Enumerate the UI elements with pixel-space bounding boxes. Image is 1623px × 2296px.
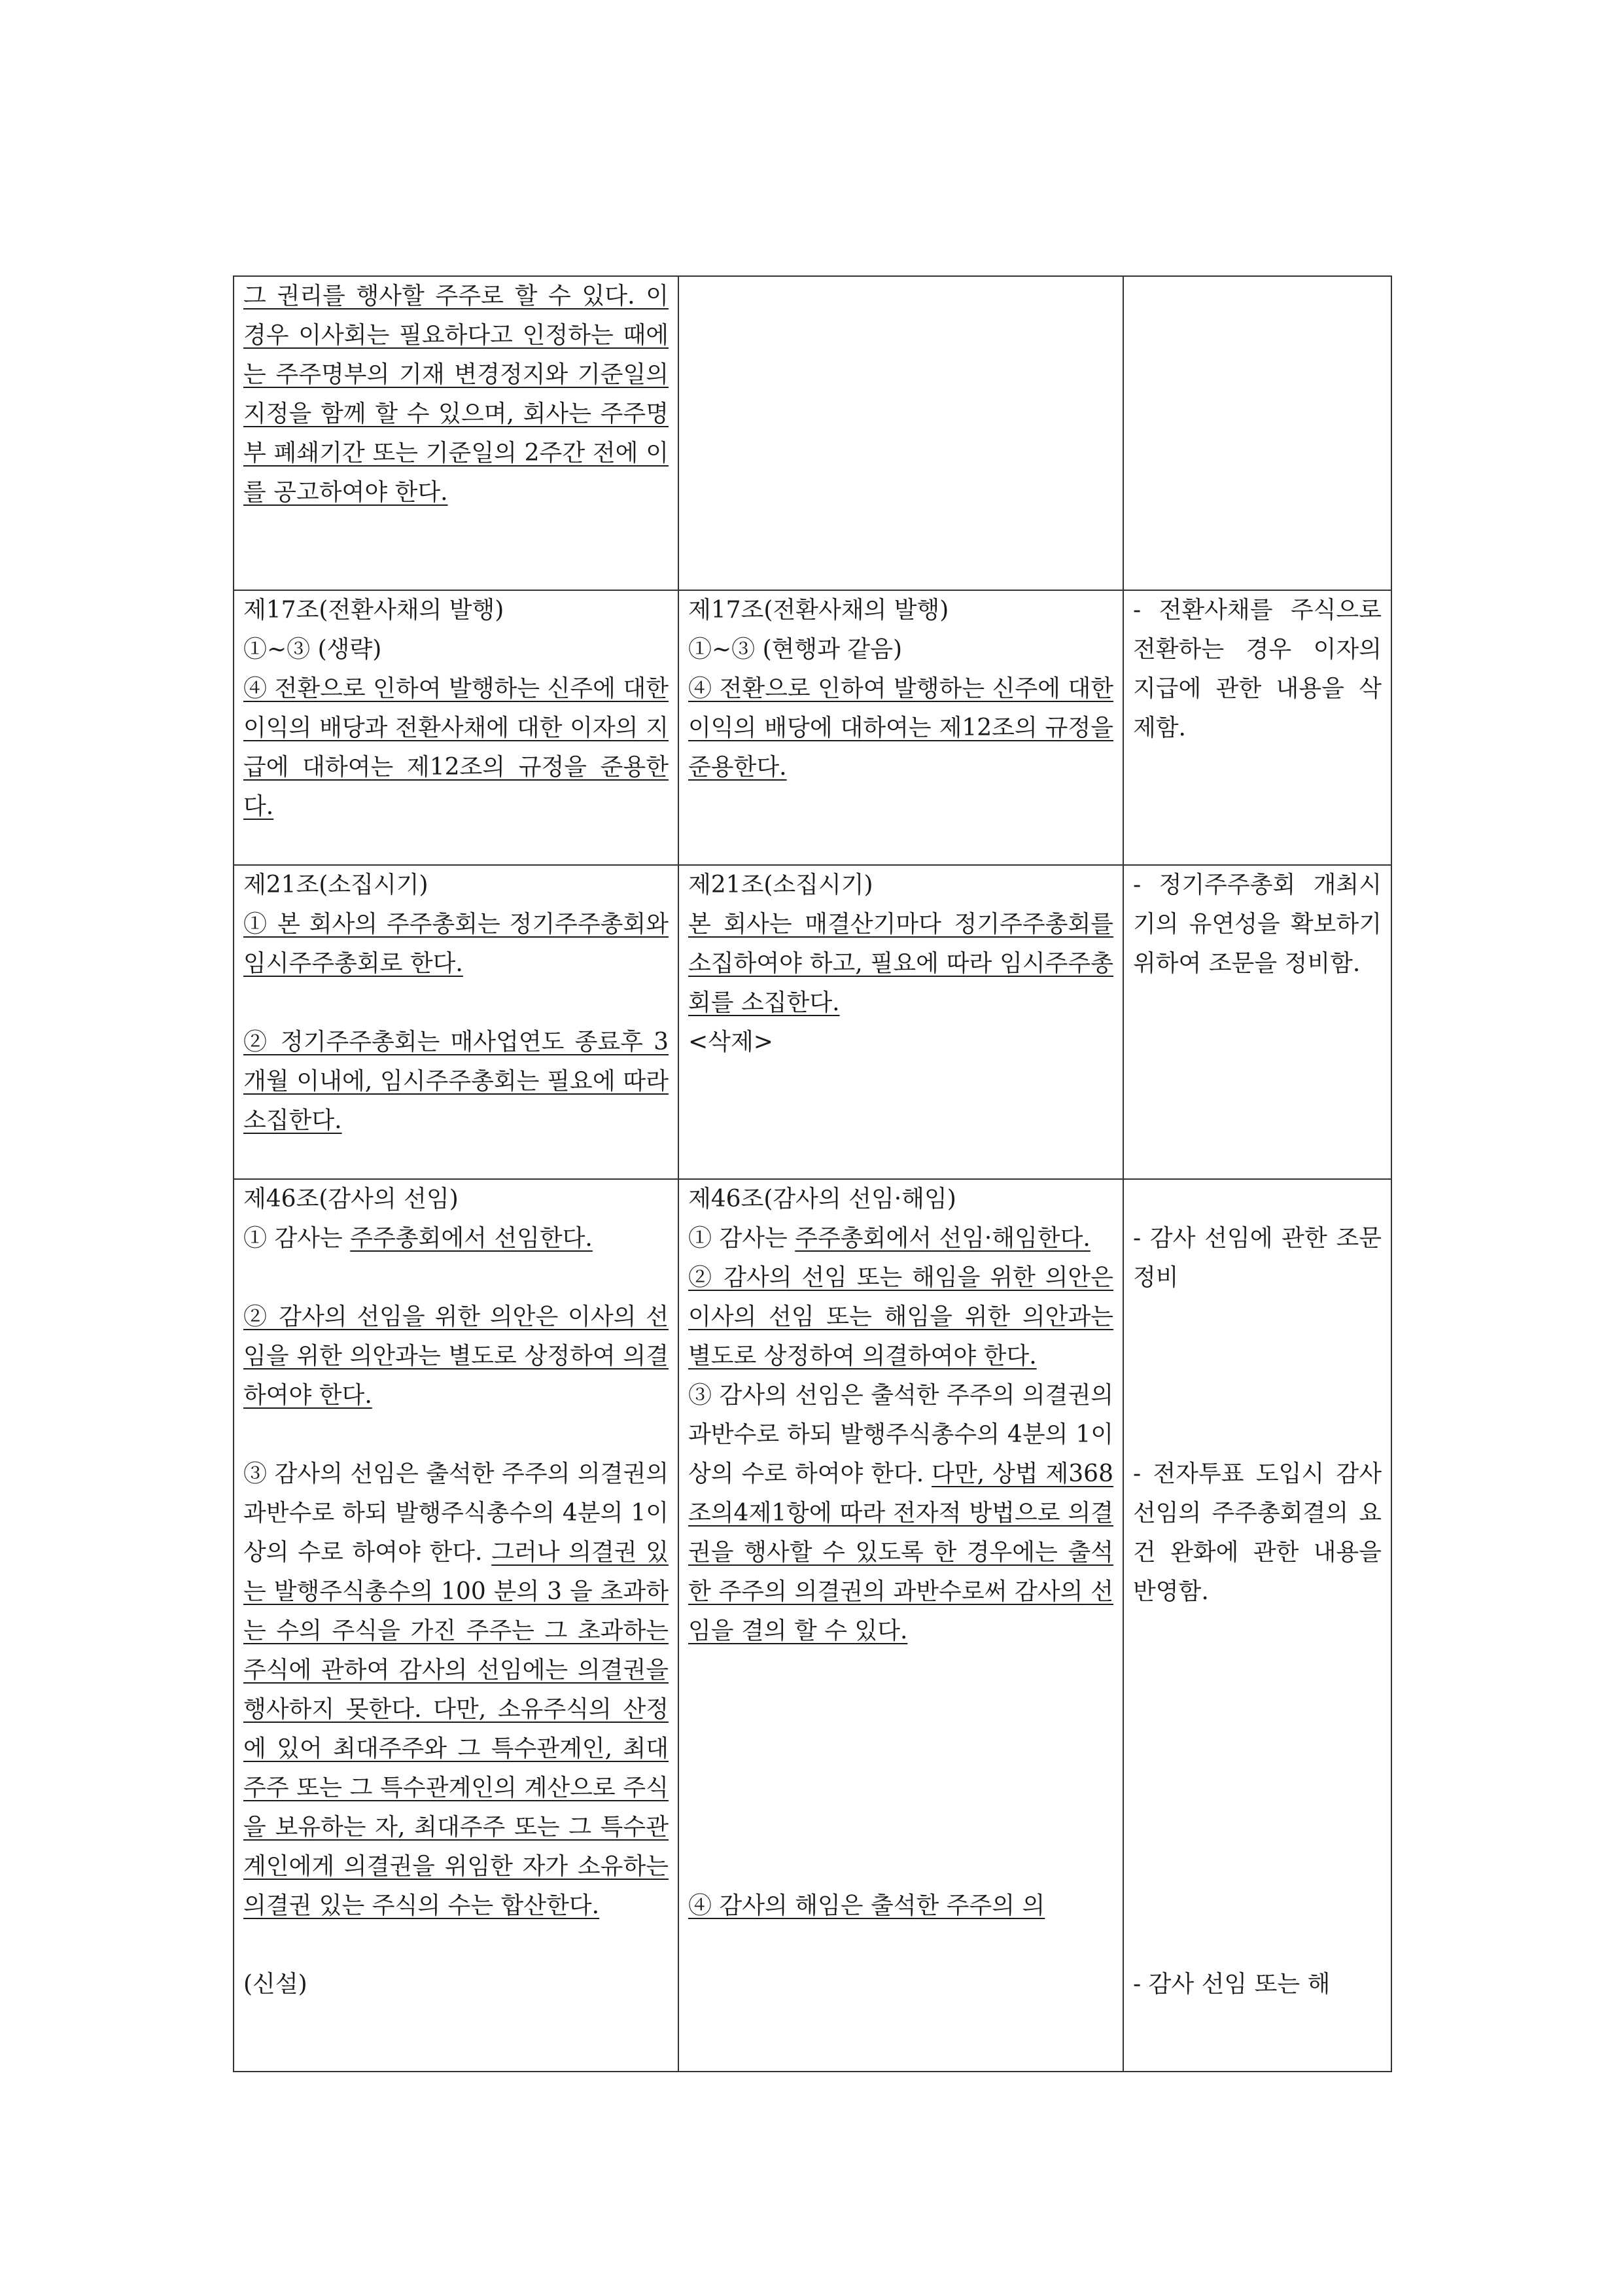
text-run: (신설) bbox=[243, 1971, 307, 1998]
blank-line bbox=[1133, 1729, 1382, 1769]
blank-line bbox=[1133, 1180, 1382, 1219]
blank-line bbox=[1133, 1612, 1382, 1651]
current-text-cell bbox=[234, 590, 678, 865]
text-run: 제17조(전환사채의 발행) bbox=[243, 597, 504, 624]
proposed-text-cell bbox=[678, 276, 1123, 590]
blank-line bbox=[1133, 1808, 1382, 1847]
proposed-text-cell bbox=[678, 590, 1123, 865]
blank-line bbox=[688, 1769, 1113, 1808]
blank-line bbox=[1133, 1298, 1382, 1337]
paragraph bbox=[243, 1298, 669, 1415]
paragraph bbox=[243, 1219, 669, 1258]
underlined-text: 그 권리를 행사할 주주로 할 수 있다. 이 경우 이사회는 필요하다고 인정하는 때에는 주주명부의 기재 변경정지와 기준일의 지정을 함께 할 수 있으며, 회사는 주주명부 폐쇄기간 또는 기준일의 2주간 전에 이를 공고하여야 한다. bbox=[243, 283, 669, 506]
articles-comparison-table bbox=[233, 275, 1392, 2072]
text-run: ③ 감사의 선임은 출석한 주주의 의결권의 과반수로 하되 발행주식총수의 4분의 1이상의 수로 하여야 한다. bbox=[243, 1460, 669, 1566]
text-run: ① 감사는 bbox=[243, 1225, 351, 1252]
reason-cell bbox=[1123, 276, 1391, 590]
underlined-text: 다만, 상법 제368조의4제1항에 따라 전자적 방법으로 의결권을 행사할 수 있도록 한 경우에는 출석한 주주의 의결권의 과반수로써 감사의 선임을 결의 할 수 있다. bbox=[688, 1460, 1113, 1644]
blank-line bbox=[243, 1258, 669, 1298]
underlined-text: ② 정기주주총회는 매사업연도 종료후 3개월 이내에, 임시주주총회는 필요에 따라 소집한다. bbox=[243, 1029, 669, 1134]
paragraph bbox=[688, 1258, 1113, 1376]
text-run: - 전자투표 도입시 감사선임의 주주총회결의 요건 완화에 관한 내용을 반영함. bbox=[1133, 1460, 1382, 1605]
text-run: ①~③ (현행과 같음) bbox=[688, 636, 903, 663]
text-run: ③ 감사의 선임은 출석한 주주의 의결권의 과반수로 하되 발행주식총수의 4분의 1이상의 수로 하여야 한다. bbox=[688, 1382, 1113, 1487]
reason-cell bbox=[1123, 1179, 1391, 2072]
paragraph bbox=[688, 1886, 1113, 1926]
blank-line bbox=[1133, 1847, 1382, 1886]
table-row bbox=[234, 1179, 1391, 2072]
document-page bbox=[233, 275, 1392, 2072]
underlined-text: 주주총회에서 선임·해임한다. bbox=[795, 1225, 1091, 1252]
paragraph bbox=[243, 669, 669, 826]
text-run: 제21조(소집시기) bbox=[243, 872, 428, 898]
text-run: ① 감사는 bbox=[688, 1225, 795, 1252]
text-run: 제46조(감사의 선임·해임) bbox=[688, 1186, 956, 1212]
proposed-text-cell bbox=[678, 865, 1123, 1179]
current-text-cell bbox=[234, 865, 678, 1179]
current-text-cell bbox=[234, 1179, 678, 2072]
underlined-text: ② 감사의 선임 또는 해임을 위한 의안은 이사의 선임 또는 해임을 위한 의안과는 별도로 상정하여 의결하여야 한다. bbox=[688, 1264, 1113, 1369]
paragraph bbox=[688, 591, 1113, 630]
blank-line bbox=[1133, 1651, 1382, 1690]
paragraph bbox=[1133, 1455, 1382, 1612]
blank-line bbox=[1133, 1376, 1382, 1415]
reason-cell bbox=[1123, 865, 1391, 1179]
blank-line bbox=[1133, 1337, 1382, 1376]
blank-line bbox=[688, 1729, 1113, 1769]
table-row bbox=[234, 590, 1391, 865]
blank-line bbox=[243, 1415, 669, 1455]
underlined-text: 주주총회에서 선임한다. bbox=[350, 1225, 593, 1252]
text-run: - 감사 선임 또는 해 bbox=[1133, 1971, 1331, 1998]
paragraph bbox=[1133, 866, 1382, 983]
comparison-table-body bbox=[234, 276, 1391, 2072]
table-row bbox=[234, 276, 1391, 590]
paragraph bbox=[243, 1965, 669, 2004]
paragraph bbox=[243, 630, 669, 669]
paragraph bbox=[688, 1376, 1113, 1651]
blank-line bbox=[688, 1808, 1113, 1847]
paragraph bbox=[688, 1219, 1113, 1258]
paragraph bbox=[243, 1455, 669, 1926]
blank-line bbox=[1133, 1886, 1382, 1926]
paragraph bbox=[243, 866, 669, 905]
text-run: 제17조(전환사채의 발행) bbox=[688, 597, 949, 624]
blank-line bbox=[1133, 1415, 1382, 1455]
underlined-text: ② 감사의 선임을 위한 의안은 이사의 선임을 위한 의안과는 별도로 상정하여 의결하여야 한다. bbox=[243, 1303, 669, 1409]
paragraph bbox=[1133, 591, 1382, 748]
current-text-cell bbox=[234, 276, 678, 590]
blank-line bbox=[243, 1926, 669, 1965]
blank-line bbox=[688, 1651, 1113, 1690]
paragraph bbox=[243, 905, 669, 983]
paragraph bbox=[1133, 1965, 1382, 2004]
blank-line bbox=[1133, 1769, 1382, 1808]
paragraph bbox=[688, 1023, 1113, 1062]
paragraph bbox=[688, 905, 1113, 1023]
underlined-text: ④ 감사의 해임은 출석한 주주의 의 bbox=[688, 1892, 1045, 1919]
text-run: 제46조(감사의 선임) bbox=[243, 1186, 459, 1212]
text-run: - 전환사채를 주식으로 전환하는 경우 이자의 지급에 관한 내용을 삭제함. bbox=[1133, 597, 1382, 741]
paragraph bbox=[243, 1023, 669, 1140]
blank-line bbox=[1133, 1926, 1382, 1965]
underlined-text: 본 회사는 매결산기마다 정기주주총회를 소집하여야 하고, 필요에 따라 임시주주총회를 소집한다. bbox=[688, 911, 1113, 1016]
text-run: 제21조(소집시기) bbox=[688, 872, 873, 898]
text-run: - 감사 선임에 관한 조문 정비 bbox=[1133, 1225, 1382, 1291]
paragraph bbox=[243, 277, 669, 512]
blank-line bbox=[1133, 1690, 1382, 1729]
paragraph bbox=[688, 866, 1113, 905]
paragraph bbox=[688, 630, 1113, 669]
text-run: <삭제> bbox=[688, 1029, 773, 1055]
underlined-text: ④ 전환으로 인하여 발행하는 신주에 대한 이익의 배당과 전환사채에 대한 이자의 지급에 대하여는 제12조의 규정을 준용한다. bbox=[243, 675, 669, 820]
underlined-text: 그러나 의결권 있는 발행주식총수의 100 분의 3 을 초과하는 수의 주식을 가진 주주는 그 초과하는 주식에 관하여 감사의 선임에는 의결권을 행사하지 못한다. 다만, 소유주식의 산정에 있어 최대주주와 그 특수관계인, 최대주주 또는 그 특수관계인의 계산으로 주식을 보유하는 자, 최대주주 또는 그 특수관계인에게 의결권을 위임한 자가 소유하는 의결권 있는 주식의 수는 합산한다. bbox=[243, 1539, 669, 1919]
underlined-text: ④ 전환으로 인하여 발행하는 신주에 대한 이익의 배당에 대하여는 제12조의 규정을 준용한다. bbox=[688, 675, 1113, 781]
paragraph bbox=[688, 1180, 1113, 1219]
paragraph bbox=[688, 669, 1113, 787]
paragraph bbox=[243, 591, 669, 630]
text-run: - 정기주주총회 개최시기의 유연성을 확보하기 위하여 조문을 정비함. bbox=[1133, 872, 1382, 977]
paragraph bbox=[243, 1180, 669, 1219]
paragraph bbox=[1133, 1219, 1382, 1298]
reason-cell bbox=[1123, 590, 1391, 865]
text-run: ①~③ (생략) bbox=[243, 636, 382, 663]
blank-line bbox=[688, 1690, 1113, 1729]
underlined-text: ① 본 회사의 주주총회는 정기주주총회와 임시주주총회로 한다. bbox=[243, 911, 669, 977]
table-row bbox=[234, 865, 1391, 1179]
proposed-text-cell bbox=[678, 1179, 1123, 2072]
blank-line bbox=[243, 983, 669, 1023]
blank-line bbox=[688, 1847, 1113, 1886]
